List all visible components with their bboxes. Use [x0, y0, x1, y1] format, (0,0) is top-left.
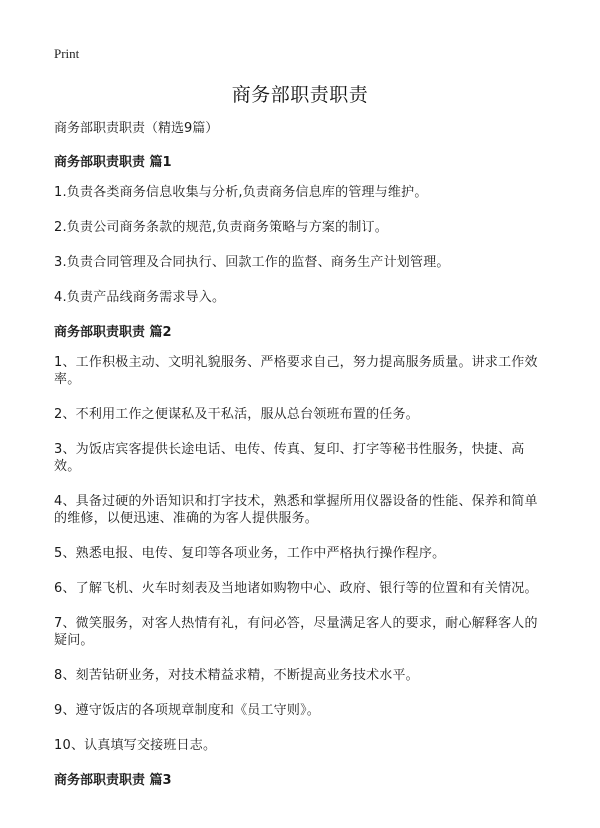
- section-heading: 商务部职责职责 篇3: [54, 773, 172, 788]
- paragraph: 8、刻苦钻研业务，对技术精益求精，不断提高业务技术水平。: [54, 668, 419, 683]
- paragraph: 3、为饭店宾客提供长途电话、电传、传真、复印、打字等秘书性服务，快捷、高效。: [54, 442, 525, 474]
- section-1: [54, 154, 548, 306]
- paragraph: 6、了解飞机、火车时刻表及当地诸如购物中心、政府、银行等的位置和有关情况。: [54, 581, 538, 596]
- section-2: [54, 324, 548, 754]
- document-body: [54, 120, 548, 802]
- paragraph: 3.负责合同管理及合同执行、回款工作的监督、商务生产计划管理。: [54, 255, 450, 270]
- paragraph: 2.负责公司商务条款的规范,负责商务策略与方案的制订。: [54, 220, 388, 235]
- document-title: 商务部职责职责: [231, 84, 369, 106]
- print-label: Print: [54, 46, 80, 61]
- section-heading: 商务部职责职责 篇2: [54, 325, 172, 340]
- section-heading: 商务部职责职责 篇1: [54, 155, 172, 170]
- document-subtitle: 商务部职责职责（精选9篇）: [54, 121, 219, 136]
- paragraph: 4.负责产品线商务需求导入。: [54, 290, 226, 305]
- paragraph: 1、工作积极主动、文明礼貌服务、严格要求自己，努力提高服务质量。讲求工作效率。: [54, 355, 538, 387]
- paragraph: 4、具备过硬的外语知识和打字技术，熟悉和掌握所用仪器设备的性能、保养和简单的维修，以便迅速、准确的为客人提供服务。: [54, 494, 538, 526]
- paragraph: 1.负责各类商务信息收集与分析,负责商务信息库的管理与维护。: [54, 185, 428, 200]
- paragraph: 7、微笑服务，对客人热情有礼，有问必答，尽量满足客人的要求，耐心解释客人的疑问。: [54, 616, 538, 648]
- section-3: [54, 772, 548, 789]
- paragraph: 2、不利用工作之便谋私及干私活，服从总台领班布置的任务。: [54, 407, 419, 422]
- paragraph: 9、遵守饭店的各项规章制度和《员工守则》。: [54, 703, 320, 718]
- paragraph: 10、认真填写交接班日志。: [54, 738, 217, 753]
- paragraph: 5、熟悉电报、电传、复印等各项业务，工作中严格执行操作程序。: [54, 546, 446, 561]
